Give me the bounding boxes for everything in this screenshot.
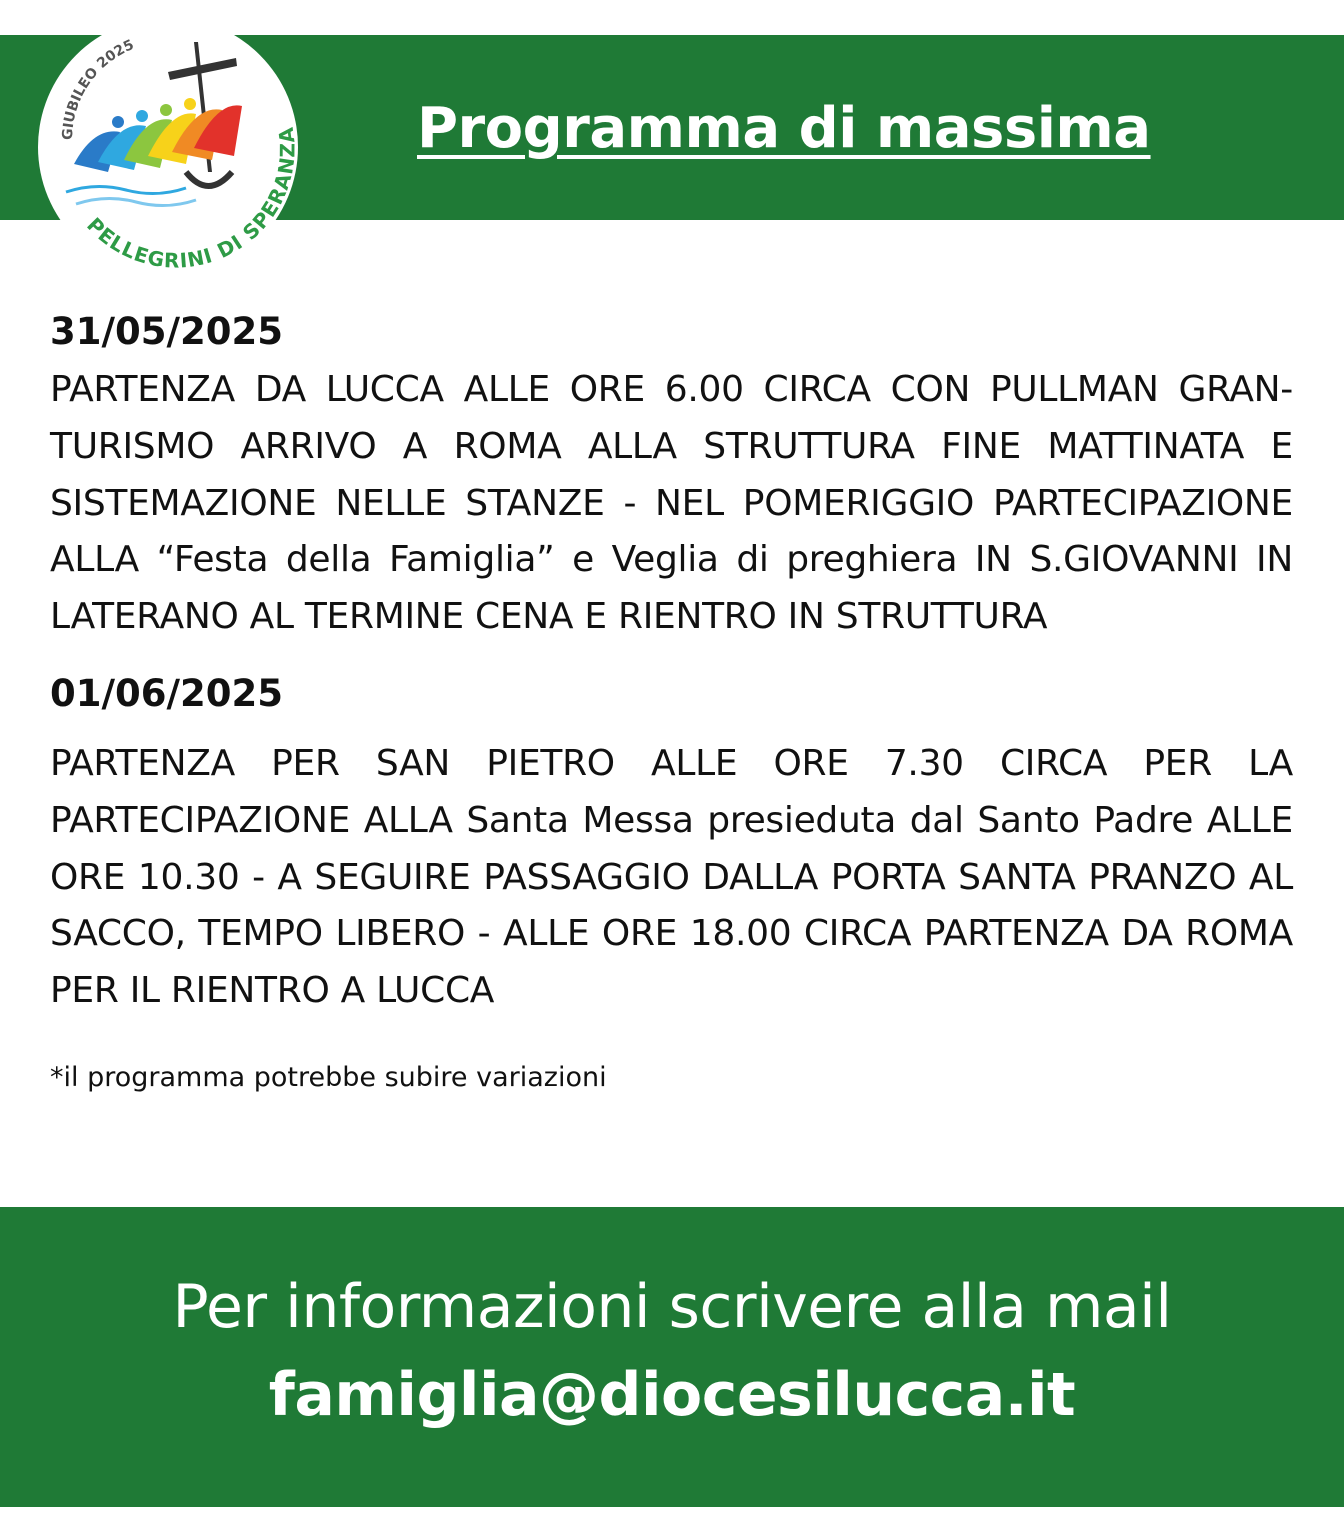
logo-arc-bottom-text: PELLEGRINI DI SPERANZA bbox=[82, 125, 300, 272]
jubilee-logo bbox=[36, 22, 300, 272]
footer-info-text: Per informazioni scrivere alla mail bbox=[172, 1272, 1172, 1342]
disclaimer-note: *il programma potrebbe subire variazioni bbox=[50, 1061, 607, 1093]
schedule-date: 01/06/2025 bbox=[50, 671, 283, 715]
schedule-description: PARTENZA PER SAN PIETRO ALLE ORE 7.30 CIRCA PER LA PARTECIPAZIONE ALLA Santa Messa presieduta dal Santo Padre ALLE ORE 10.30 - A SEGUIRE PASSAGGIO DALLA PORTA SANTA PRANZO AL SACCO, TEMPO LIBERO - ALLE ORE 18.00 CIRCA PARTENZA DA ROMA PER IL RIENTRO A LUCCA bbox=[50, 742, 1293, 1012]
schedule-date: 31/05/2025 bbox=[50, 310, 283, 353]
logo-arc-top-text: GIUBILEO 2025 bbox=[59, 36, 137, 141]
schedule-description: PARTENZA DA LUCCA ALLE ORE 6.00 CIRCA CON PULLMAN GRAN-TURISMO ARRIVO A ROMA ALLA STRUTTURA FINE MATTINATA E SISTEMAZIONE NELLE STANZE - NEL POMERIGGIO PARTECIPAZIONE ALLA “Festa della Famiglia” e Veglia di preghiera IN S.GIOVANNI IN LATERANO AL TERMINE CENA E RIENTRO IN STRUTTURA bbox=[50, 369, 1293, 638]
schedule-content bbox=[50, 306, 1293, 1098]
jubilee-logo-graphic bbox=[36, 22, 300, 272]
footer-band bbox=[0, 1207, 1344, 1507]
contact-email[interactable]: famiglia@diocesilucca.it bbox=[268, 1360, 1076, 1430]
page-title: Programma di massima bbox=[417, 96, 1151, 161]
